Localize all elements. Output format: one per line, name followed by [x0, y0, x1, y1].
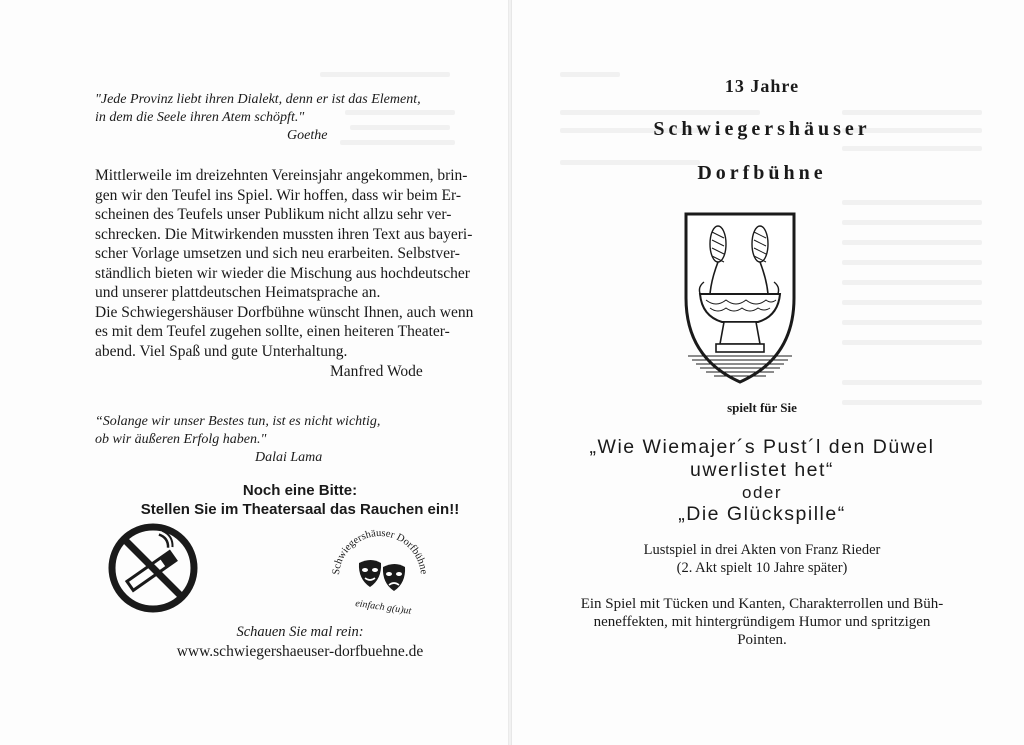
presents-label: spielt für Sie: [727, 400, 797, 415]
play-or: oder: [741, 483, 783, 502]
logo-ring-text: Schwiegershäuser Dorfbühne: [330, 527, 429, 576]
website-prompt: Schauen Sie mal rein:: [236, 624, 364, 640]
coat-of-arms-icon: [680, 208, 800, 388]
heading-years: 13 Jahre: [724, 76, 800, 96]
smoking-request: [90, 481, 510, 519]
left-page: [0, 0, 508, 745]
dalai-quote: [95, 413, 435, 467]
intro-line: Mittlerweile im dreizehnten Vereinsjahr angekommen, brin-: [95, 167, 468, 184]
description-line: neneffekten, mit hintergründigem Humor und spritzigen: [593, 614, 931, 630]
intro-line: es mit dem Teufel zugehen sollte, einen heiteren Theater-: [95, 323, 450, 340]
intro-line: Die Schwiegershäuser Dorfbühne wünscht Ihnen, auch wenn: [95, 303, 474, 321]
intro-line: abend. Viel Spaß und gute Unterhaltung.: [95, 342, 348, 360]
intro-line: gen wir den Teufel ins Spiel. Wir hoffen, dass wir beim Er-: [95, 186, 462, 204]
right-page: [512, 0, 1024, 745]
description-line: Ein Spiel mit Tücken und Kanten, Charakterrollen und Büh-: [580, 596, 944, 612]
website-block: [90, 622, 510, 662]
intro-line: schrecken. Die Mitwirkenden mussten ihren Text aus bayeri-: [95, 225, 473, 243]
play-info: [512, 541, 1012, 577]
act-note: (2. Akt spielt 10 Jahre später): [676, 560, 848, 576]
heading-village: Schwiegershäuser: [653, 118, 871, 140]
request-text: Stellen Sie im Theatersaal das Rauchen ein!!: [140, 501, 460, 518]
goethe-quote-line1: "Jede Provinz liebt ihren Dialekt, denn er ist das Element,: [95, 92, 421, 107]
logo-motto: einfach g(u)ut: [354, 598, 412, 617]
heading-stage: Dorfbühne: [697, 162, 827, 184]
play-title: [512, 436, 1012, 526]
play-title-line1: „Wie Wiemajer´s Pust´l den Düwel: [589, 436, 935, 458]
play-description: [512, 595, 1012, 649]
play-subtitle: „Die Glückspille“: [678, 503, 846, 525]
intro-line: und unserer plattdeutschen Heimatsprache an.: [95, 284, 381, 301]
description-line: Pointen.: [737, 632, 787, 648]
goethe-quote-author: Goethe: [287, 128, 328, 143]
dorfbuehne-logo: [325, 515, 435, 625]
genre-line: Lustspiel in drei Akten von Franz Rieder: [643, 542, 881, 558]
intro-line: scheinen des Teufels unser Publikum nicht allzu sehr ver-: [95, 206, 452, 223]
request-title: Noch eine Bitte:: [242, 482, 358, 499]
dalai-quote-line2: ob wir äußeren Erfolg haben.": [95, 432, 267, 447]
no-smoking-icon: [107, 522, 199, 614]
goethe-quote-line2: in dem die Seele ihren Atem schöpft.": [95, 110, 305, 125]
intro-text: [95, 166, 490, 361]
signature: Manfred Wode: [330, 363, 423, 380]
intro-line: scher Vorlage umsetzen und sich neu erarbeiten. Selbstver-: [95, 245, 460, 262]
goethe-quote: [95, 91, 455, 145]
dalai-quote-line1: “Solange wir unser Bestes tun, ist es nicht wichtig,: [95, 414, 381, 429]
website-url[interactable]: www.schwiegershaeuser-dorfbuehne.de: [176, 643, 424, 660]
play-title-line2: uwerlistet het“: [690, 459, 834, 481]
intro-line: ständlich bieten wir wieder die Mischung aus hochdeutscher: [95, 264, 470, 282]
dalai-quote-author: Dalai Lama: [255, 450, 323, 465]
